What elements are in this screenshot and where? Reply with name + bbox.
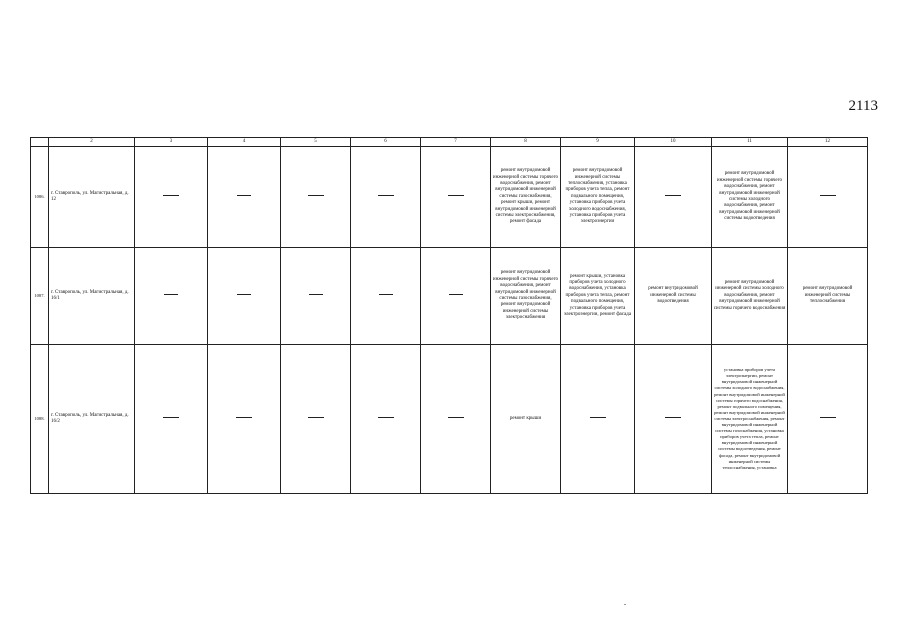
works-cell: ремонт внутридомовой инженерной системы горячего водоснабжения, ремонт внутридомовой инженерной системы газоснабжения, ремонт крыши, ремонт внутридомовой инженерной системы электроснабжения, ремонт фасада xyxy=(491,147,561,248)
column-number-cell: 9 xyxy=(561,138,635,147)
scan-artifact xyxy=(624,604,626,605)
page-number: 2113 xyxy=(848,98,878,114)
address-cell: г. Ставрополь, ул. Магистральная, д. 12 xyxy=(49,147,135,248)
dash-cell xyxy=(135,248,208,345)
dash-mark xyxy=(163,195,179,196)
dash-mark xyxy=(448,417,464,418)
dash-mark xyxy=(164,294,178,295)
column-number-cell: 8 xyxy=(491,138,561,147)
dash-mark xyxy=(237,294,251,295)
address-cell: г. Ставрополь, ул. Магистральная, д. 16/1 xyxy=(49,248,135,345)
dash-cell xyxy=(281,147,351,248)
dash-mark xyxy=(308,195,324,196)
dash-cell xyxy=(421,248,491,345)
dash-mark xyxy=(379,294,393,295)
dash-mark xyxy=(309,294,323,295)
works-cell: ремонт крыши, установка приборов учета холодного водоснабжения, установка приборов учета тепла, ремонт подвального помещения, установка приборов учета электроэнергии, ремонт фасада xyxy=(561,248,635,345)
dash-cell xyxy=(208,345,281,494)
column-number-cell: 2 xyxy=(49,138,135,147)
dash-mark xyxy=(308,417,324,418)
row-number: 1086. xyxy=(31,147,49,248)
dash-mark xyxy=(665,417,681,418)
dash-mark xyxy=(378,417,394,418)
dash-cell xyxy=(135,345,208,494)
dash-mark xyxy=(163,417,179,418)
dash-mark xyxy=(378,195,394,196)
column-number-cell: 12 xyxy=(788,138,868,147)
dash-mark xyxy=(448,195,464,196)
dash-mark xyxy=(590,417,606,418)
column-number-row xyxy=(31,138,868,147)
dash-cell xyxy=(421,345,491,494)
dash-mark xyxy=(236,417,252,418)
dash-cell xyxy=(561,345,635,494)
works-cell: ремонт внутридомовой инженерной системы горячего водоснабжения, ремонт внутридомовой инженерной системы холодного водоснабжения, ремонт внутридомовой инженерной системы водоотведения xyxy=(712,147,788,248)
column-number-cell xyxy=(31,138,49,147)
dash-cell xyxy=(635,345,712,494)
column-number-cell: 11 xyxy=(712,138,788,147)
dash-cell xyxy=(788,345,868,494)
table-row xyxy=(31,248,868,345)
works-cell: ремонт внутридомовой инженерной системы горячего водоснабжения, ремонт внутридомовой инженерной системы газоснабжения, ремонт внутридомовой инженерной системы электроснабжения xyxy=(491,248,561,345)
address-cell: г. Ставрополь, ул. Магистральная, д. 16/2 xyxy=(49,345,135,494)
dash-cell xyxy=(635,147,712,248)
works-cell: установка приборов учета электроэнергии, ремонт внутридомовой инженерной системы холодного водоснабжения, ремонт внутридомовой инженерной системы горячего водоснабжения, ремонт подвального помещения, ремонт внутридомовой инженерной системы электроснабжения, ремонт внутридомовой инженерной системы газоснабжения, установка приборов учета тепла, ремонт внутридомовой инженерной системы водоотведения, ремонт фасада, ремонт внутридомовой инженерной системы теплоснабжения, установка xyxy=(712,345,788,494)
works-cell: ремонт внутридомовой инженерной системы холодного водоснабжения, ремонт внутридомовой инженерной системы горячего водоснабжения xyxy=(712,248,788,345)
dash-mark xyxy=(665,195,681,196)
works-cell: ремонт внутридомовой инженерной системы теплоснабжения xyxy=(788,248,868,345)
dash-cell xyxy=(208,147,281,248)
column-number-cell: 4 xyxy=(208,138,281,147)
dash-mark xyxy=(820,195,836,196)
column-number-cell: 7 xyxy=(421,138,491,147)
dash-mark xyxy=(449,294,463,295)
dash-cell xyxy=(208,248,281,345)
dash-cell xyxy=(788,147,868,248)
table-row xyxy=(31,345,868,494)
works-cell: ремонт внутридомовой инженерной системы теплоснабжения, установка приборов учета тепла, ремонт подвального помещения, установка приборов учета холодного водоснабжения, установка приборов учета электроэнергии xyxy=(561,147,635,248)
dash-cell xyxy=(351,248,421,345)
dash-cell xyxy=(421,147,491,248)
column-number-cell: 5 xyxy=(281,138,351,147)
dash-mark xyxy=(237,195,251,196)
works-cell: ремонт крыши xyxy=(491,345,561,494)
column-number-cell: 3 xyxy=(135,138,208,147)
dash-cell xyxy=(351,345,421,494)
row-number: 1088. xyxy=(31,345,49,494)
table-row xyxy=(31,147,868,248)
works-table xyxy=(30,137,868,494)
column-number-cell: 10 xyxy=(635,138,712,147)
dash-cell xyxy=(281,248,351,345)
dash-cell xyxy=(281,345,351,494)
works-cell: ремонт внутридомовой инженерной системы водоотведения xyxy=(635,248,712,345)
dash-cell xyxy=(351,147,421,248)
row-number: 1087. xyxy=(31,248,49,345)
column-number-cell: 6 xyxy=(351,138,421,147)
dash-cell xyxy=(135,147,208,248)
dash-mark xyxy=(820,417,836,418)
